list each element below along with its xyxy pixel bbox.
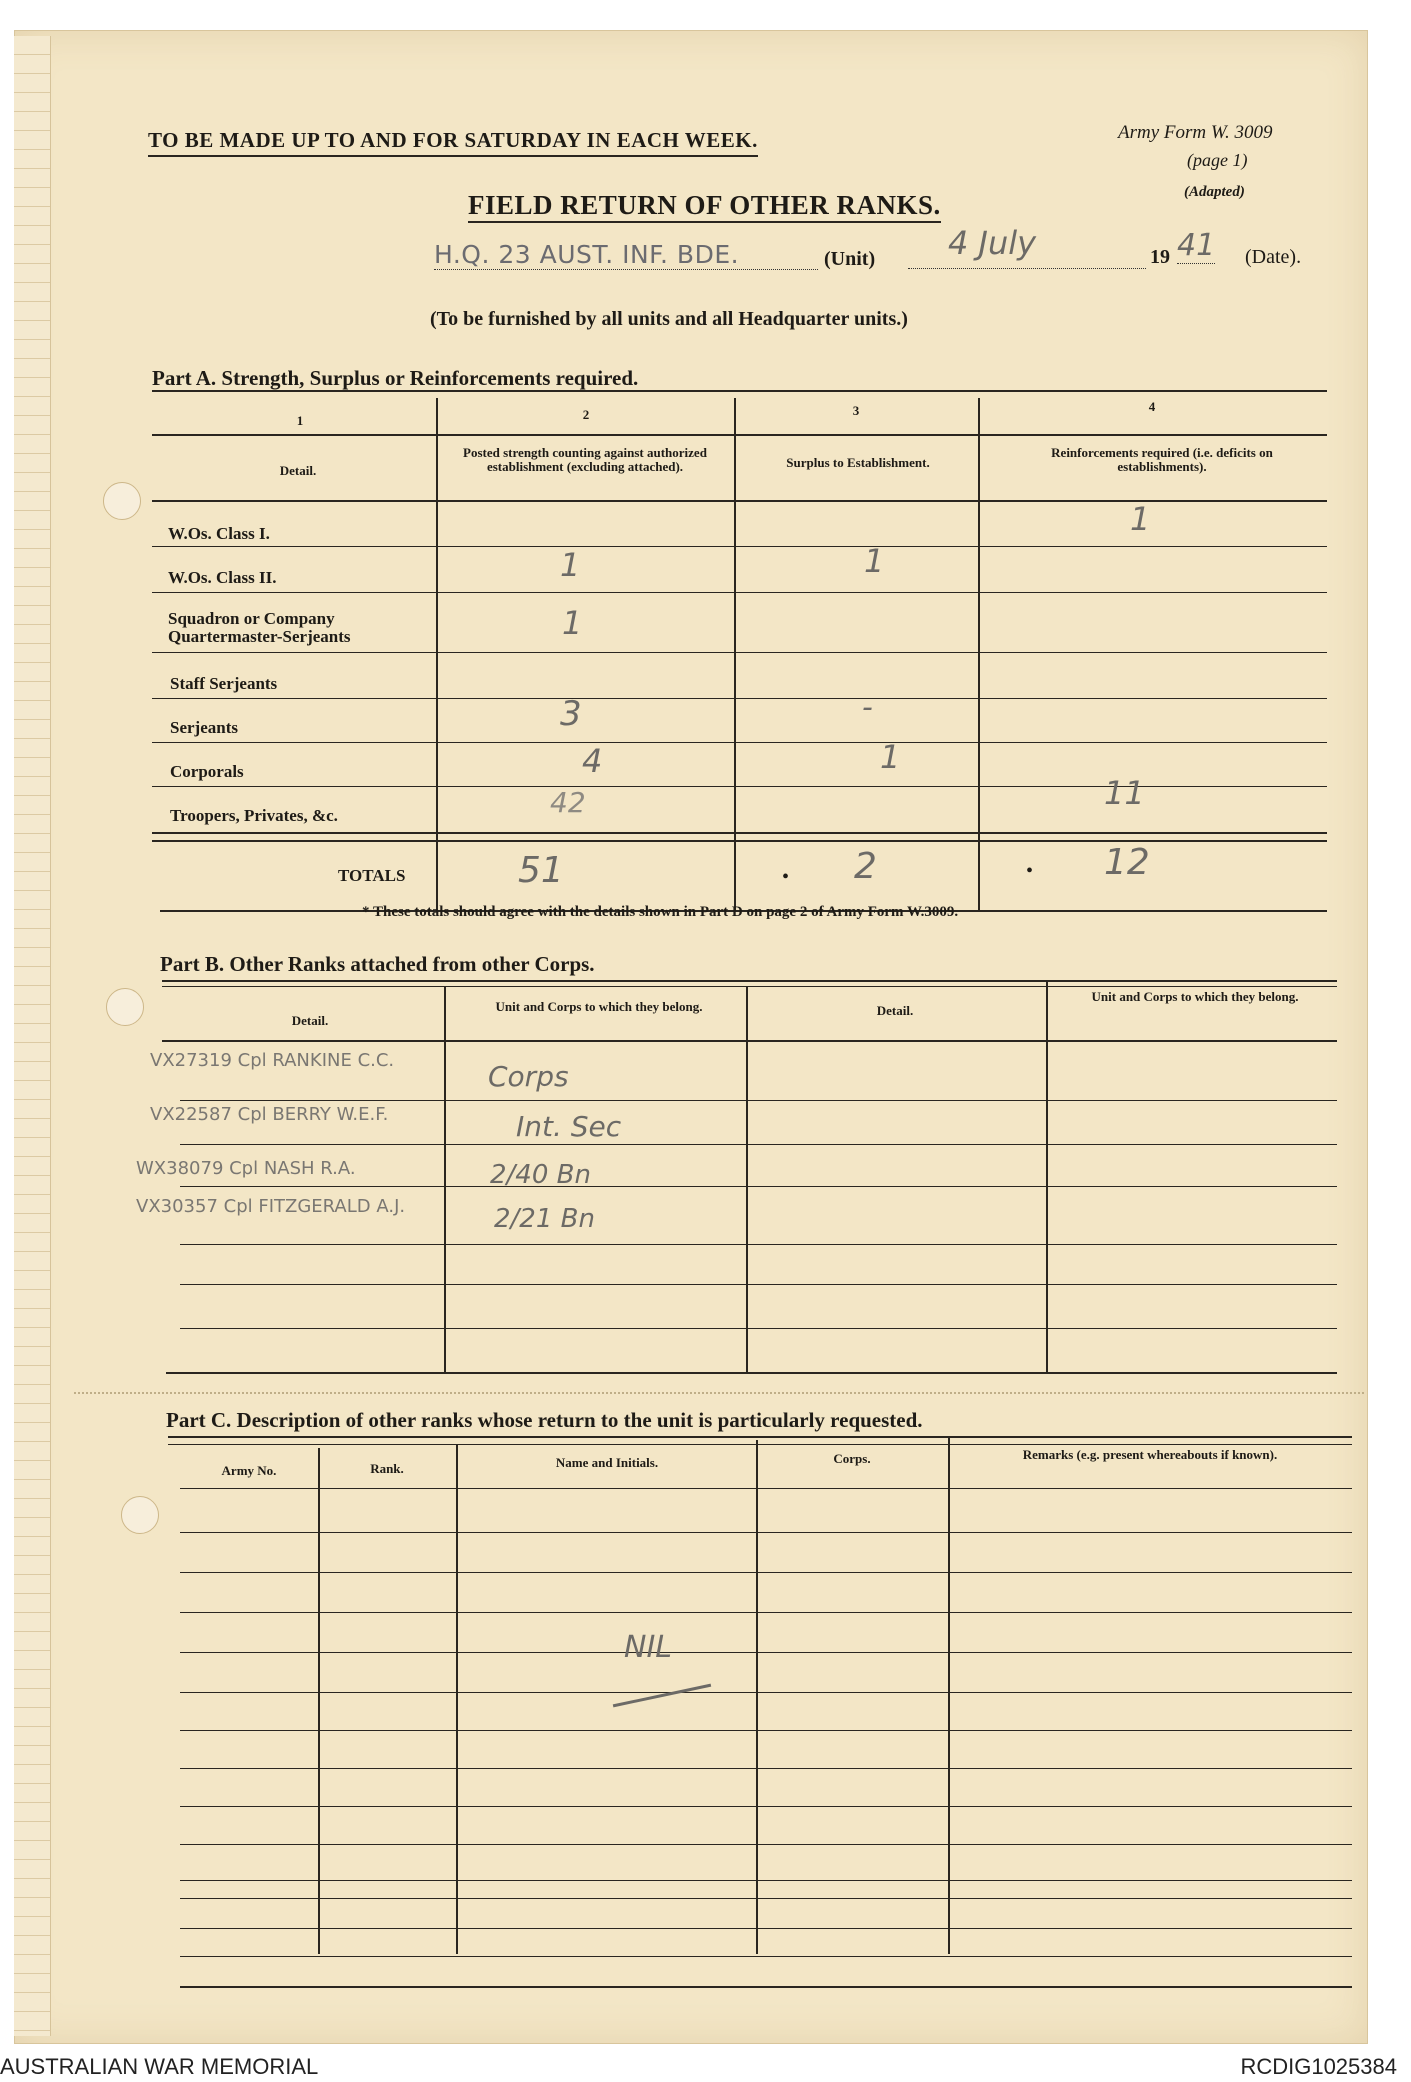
- archive-footer: [0, 2050, 1411, 2082]
- table-rule: [180, 1928, 1352, 1929]
- c-header-name: Name and Initials.: [555, 1455, 659, 1470]
- table-rule: [152, 832, 1327, 834]
- col-number-4: 4: [1148, 399, 1156, 414]
- part-b-title: Part B. Other Ranks attached from other Corps.: [160, 952, 595, 976]
- table-rule: [180, 1652, 1352, 1653]
- footer-right: RCDIG1025384: [1240, 2054, 1397, 2079]
- b-header-detail-2: Detail.: [876, 1003, 914, 1018]
- perforation-line: [74, 1392, 1364, 1394]
- table-rule: [180, 1692, 1352, 1693]
- b-header-unit-2: Unit and Corps to which they belong.: [1091, 989, 1299, 1004]
- surplus-wo-class-2: 1: [864, 542, 885, 580]
- header-detail: Detail.: [279, 463, 317, 478]
- attached-detail-1: VX27319 Cpl RANKINE C.C.: [150, 1050, 395, 1071]
- total-surplus-mark: •: [782, 866, 790, 888]
- table-rule: [180, 1986, 1352, 1988]
- posted-privates: 42: [550, 786, 586, 819]
- table-column-rule: [444, 986, 446, 1372]
- unit-label: (Unit): [824, 248, 876, 270]
- row-label-privates: Troopers, Privates, &c.: [170, 806, 338, 825]
- posted-serjeants: 3: [560, 694, 582, 734]
- reinf-privates: 11: [1104, 774, 1145, 812]
- army-form-number: Army Form W. 3009: [1118, 122, 1273, 143]
- posted-wo-class-2: 1: [560, 546, 581, 584]
- year-value: 41: [1177, 228, 1216, 263]
- unit-value: H.Q. 23 AUST. INF. BDE.: [434, 240, 818, 270]
- table-rule: [180, 1956, 1352, 1957]
- table-rule: [152, 546, 1327, 547]
- table-rule: [180, 1844, 1352, 1845]
- table-rule: [180, 1488, 1352, 1489]
- attached-unit-3: 2/40 Bn: [490, 1160, 591, 1190]
- table-column-rule: [318, 1448, 320, 1954]
- header-posted-strength: Posted strength counting against authorized establishment (excluding attached).: [463, 445, 707, 474]
- footer-left: AUSTRALIAN WAR MEMORIAL: [0, 2054, 319, 2079]
- punch-hole: [106, 988, 144, 1026]
- table-rule: [180, 1284, 1337, 1285]
- table-rule: [152, 652, 1327, 653]
- attached-detail-4: VX30357 Cpl FITZGERALD A.J.: [136, 1196, 406, 1217]
- table-rule: [152, 500, 1327, 502]
- table-rule: [152, 786, 1327, 787]
- table-rule: [152, 434, 1327, 436]
- row-label-staff-serjeants: Staff Serjeants: [170, 674, 278, 693]
- table-column-rule: [948, 1438, 950, 1954]
- table-rule: [180, 1898, 1352, 1899]
- header-surplus: Surplus to Establishment.: [786, 455, 930, 470]
- row-label-serjeants: Serjeants: [170, 718, 238, 737]
- date-value: 4 July: [948, 224, 1037, 262]
- year-prefix: 19: [1150, 246, 1170, 268]
- table-column-rule: [734, 398, 736, 910]
- table-rule: [152, 698, 1327, 699]
- table-rule: [162, 986, 1337, 987]
- row-label-cqms: Squadron or Company Quartermaster-Serjeants: [168, 609, 351, 646]
- table-rule: [162, 980, 1337, 982]
- furnished-note: (To be furnished by all units and all Headquarter units.): [430, 308, 908, 330]
- totals-label: TOTALS: [338, 866, 406, 885]
- attached-unit-2: Int. Sec: [516, 1110, 622, 1143]
- row-label-wo-class-2: W.Os. Class II.: [168, 568, 277, 587]
- table-rule: [180, 1730, 1352, 1731]
- table-rule: [166, 1372, 1337, 1374]
- total-surplus: 2: [854, 846, 877, 887]
- table-rule: [168, 1444, 1352, 1445]
- row-label-corporals: Corporals: [170, 762, 244, 781]
- table-rule: [180, 1144, 1337, 1145]
- ruled-left-strip: [14, 36, 51, 2036]
- b-header-detail-1: Detail.: [291, 1013, 329, 1028]
- reinf-wo-class-1: 1: [1130, 500, 1151, 538]
- table-column-rule: [456, 1444, 458, 1954]
- col-number-2: 2: [582, 407, 590, 422]
- table-column-rule: [1046, 982, 1048, 1372]
- table-rule: [180, 1612, 1352, 1613]
- c-header-corps: Corps.: [833, 1451, 871, 1466]
- punch-hole: [121, 1496, 159, 1534]
- row-label-wo-class-1: W.Os. Class I.: [168, 524, 270, 543]
- table-column-rule: [978, 398, 980, 910]
- attached-unit-1: Corps: [488, 1060, 569, 1093]
- date-field-line: [908, 268, 1146, 269]
- c-header-rank: Rank.: [370, 1461, 404, 1476]
- surplus-serjeants: -: [862, 690, 873, 725]
- table-rule: [180, 1532, 1352, 1533]
- table-rule: [152, 840, 1327, 842]
- form-title: FIELD RETURN OF OTHER RANKS.: [468, 190, 941, 223]
- part-a-footnote: * These totals should agree with the details shown in Part D on page 2 of Army Form W.3009.: [362, 904, 959, 920]
- table-rule: [180, 1572, 1352, 1573]
- total-reinf-mark: •: [1026, 860, 1034, 882]
- table-rule: [152, 742, 1327, 743]
- table-rule: [180, 1244, 1337, 1245]
- part-c-title: Part C. Description of other ranks whose return to the unit is particularly requested.: [166, 1408, 923, 1432]
- header-reinforcements: Reinforcements required (i.e. deficits on establishments).: [1051, 445, 1273, 474]
- table-rule: [168, 1436, 1352, 1438]
- table-rule: [152, 592, 1327, 593]
- table-rule: [180, 1186, 1337, 1187]
- b-header-unit-1: Unit and Corps to which they belong.: [495, 999, 703, 1014]
- table-rule: [180, 1768, 1352, 1769]
- total-posted: 51: [518, 850, 564, 891]
- table-rule: [152, 390, 1327, 392]
- table-column-rule: [756, 1440, 758, 1954]
- table-rule: [180, 1328, 1337, 1329]
- col-number-3: 3: [852, 403, 860, 418]
- form-paper: [14, 30, 1368, 2044]
- col-number-1: 1: [296, 413, 304, 428]
- table-column-rule: [436, 398, 438, 910]
- c-header-remarks: Remarks (e.g. present whereabouts if known).: [1022, 1447, 1278, 1462]
- adapted-note: (Adapted): [1184, 184, 1245, 200]
- attached-detail-3: WX38079 Cpl NASH R.A.: [136, 1158, 356, 1179]
- attached-unit-4: 2/21 Bn: [494, 1204, 595, 1234]
- punch-hole: [103, 482, 141, 520]
- part-a-title: Part A. Strength, Surplus or Reinforcements required.: [152, 366, 639, 390]
- table-rule: [180, 1880, 1352, 1881]
- date-label: (Date).: [1245, 246, 1302, 268]
- table-rule: [180, 1100, 1337, 1101]
- table-rule: [162, 1040, 1337, 1042]
- table-column-rule: [746, 986, 748, 1372]
- total-reinf: 12: [1104, 842, 1150, 883]
- table-rule: [180, 1806, 1352, 1807]
- weekly-note: TO BE MADE UP TO AND FOR SATURDAY IN EACH WEEK.: [148, 128, 758, 157]
- posted-cqms: 1: [562, 604, 583, 642]
- c-header-army-no: Army No.: [221, 1463, 277, 1478]
- surplus-corporals: 1: [880, 738, 901, 776]
- posted-corporals: 4: [582, 742, 603, 780]
- nil-entry: NIL: [624, 1630, 673, 1665]
- attached-detail-2: VX22587 Cpl BERRY W.E.F.: [150, 1104, 389, 1125]
- page-number: (page 1): [1187, 150, 1248, 170]
